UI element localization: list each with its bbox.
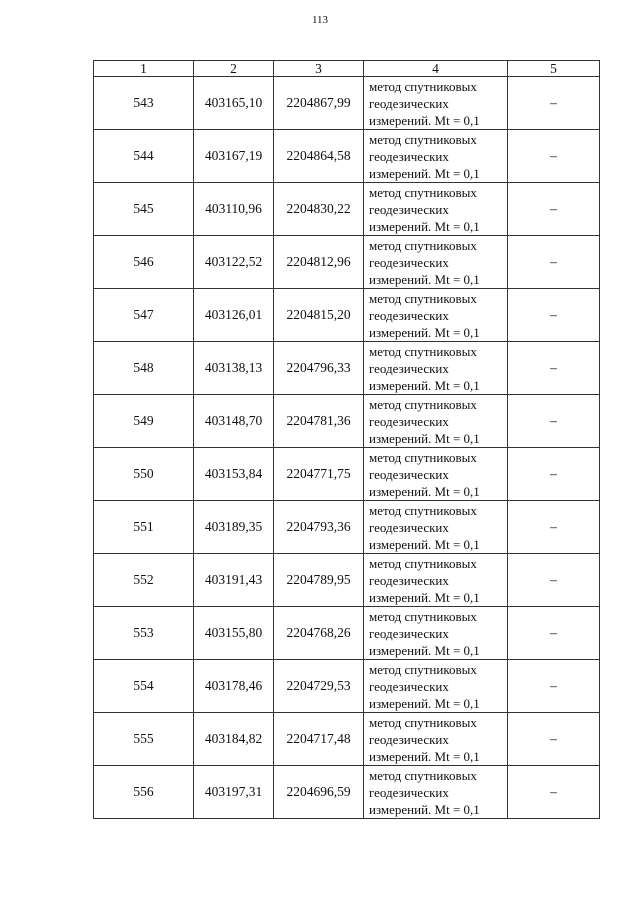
point-number-cell: 554 (94, 660, 194, 713)
point-number-cell: 556 (94, 766, 194, 819)
method-cell (364, 77, 508, 130)
method-line: геодезических (369, 201, 449, 217)
method-line: метод спутниковых (369, 608, 477, 624)
point-number-cell: 553 (94, 607, 194, 660)
method-cell (364, 554, 508, 607)
y-coordinate-cell: 2204815,20 (274, 289, 364, 342)
point-number-cell: 545 (94, 183, 194, 236)
table-row (94, 342, 600, 395)
x-coordinate-cell: 403126,01 (194, 289, 274, 342)
method-line: метод спутниковых (369, 343, 477, 359)
method-line: геодезических (369, 572, 449, 588)
y-coordinate-cell: 2204796,33 (274, 342, 364, 395)
table-row (94, 713, 600, 766)
note-cell: – (508, 183, 600, 236)
method-line: геодезических (369, 519, 449, 535)
y-coordinate-cell: 2204864,58 (274, 130, 364, 183)
method-cell (364, 660, 508, 713)
table-row (94, 501, 600, 554)
y-coordinate-cell: 2204830,22 (274, 183, 364, 236)
note-cell: – (508, 289, 600, 342)
method-cell (364, 713, 508, 766)
method-line: геодезических (369, 466, 449, 482)
y-coordinate-cell: 2204768,26 (274, 607, 364, 660)
y-coordinate-cell: 2204771,75 (274, 448, 364, 501)
table-row (94, 183, 600, 236)
method-line: геодезических (369, 784, 449, 800)
table-row (94, 448, 600, 501)
point-number-cell: 544 (94, 130, 194, 183)
method-cell (364, 130, 508, 183)
note-cell: – (508, 713, 600, 766)
point-number-cell: 555 (94, 713, 194, 766)
method-line: измерений. Mt = 0,1 (369, 483, 480, 499)
method-cell (364, 448, 508, 501)
method-line: измерений. Mt = 0,1 (369, 642, 480, 658)
method-cell (364, 342, 508, 395)
method-line: геодезических (369, 360, 449, 376)
point-number-cell: 552 (94, 554, 194, 607)
method-line: измерений. Mt = 0,1 (369, 589, 480, 605)
method-line: измерений. Mt = 0,1 (369, 695, 480, 711)
x-coordinate-cell: 403197,31 (194, 766, 274, 819)
column-header-3: 3 (274, 61, 364, 77)
note-cell: – (508, 766, 600, 819)
x-coordinate-cell: 403184,82 (194, 713, 274, 766)
method-line: геодезических (369, 95, 449, 111)
note-cell: – (508, 607, 600, 660)
x-coordinate-cell: 403110,96 (194, 183, 274, 236)
table-header-row (94, 61, 600, 77)
method-cell (364, 289, 508, 342)
table-row (94, 289, 600, 342)
note-cell: – (508, 554, 600, 607)
method-line: измерений. Mt = 0,1 (369, 218, 480, 234)
point-number-cell: 549 (94, 395, 194, 448)
table-row (94, 395, 600, 448)
y-coordinate-cell: 2204696,59 (274, 766, 364, 819)
method-line: метод спутниковых (369, 131, 477, 147)
point-number-cell: 550 (94, 448, 194, 501)
note-cell: – (508, 342, 600, 395)
method-line: метод спутниковых (369, 714, 477, 730)
point-number-cell: 548 (94, 342, 194, 395)
method-line: измерений. Mt = 0,1 (369, 748, 480, 764)
column-header-2: 2 (194, 61, 274, 77)
method-line: измерений. Mt = 0,1 (369, 377, 480, 393)
method-line: геодезических (369, 678, 449, 694)
method-line: измерений. Mt = 0,1 (369, 324, 480, 340)
method-line: измерений. Mt = 0,1 (369, 801, 480, 817)
table-row (94, 236, 600, 289)
method-line: измерений. Mt = 0,1 (369, 165, 480, 181)
method-line: геодезических (369, 254, 449, 270)
method-line: геодезических (369, 413, 449, 429)
column-header-5: 5 (508, 61, 600, 77)
point-number-cell: 547 (94, 289, 194, 342)
y-coordinate-cell: 2204781,36 (274, 395, 364, 448)
method-line: метод спутниковых (369, 661, 477, 677)
method-line: метод спутниковых (369, 396, 477, 412)
method-cell (364, 607, 508, 660)
method-line: измерений. Mt = 0,1 (369, 536, 480, 552)
table-row (94, 607, 600, 660)
x-coordinate-cell: 403189,35 (194, 501, 274, 554)
y-coordinate-cell: 2204812,96 (274, 236, 364, 289)
x-coordinate-cell: 403191,43 (194, 554, 274, 607)
y-coordinate-cell: 2204789,95 (274, 554, 364, 607)
method-line: геодезических (369, 307, 449, 323)
note-cell: – (508, 77, 600, 130)
column-header-1: 1 (94, 61, 194, 77)
method-line: измерений. Mt = 0,1 (369, 430, 480, 446)
method-line: измерений. Mt = 0,1 (369, 112, 480, 128)
page-number: 113 (311, 14, 329, 26)
method-cell (364, 766, 508, 819)
method-line: метод спутниковых (369, 184, 477, 200)
note-cell: – (508, 130, 600, 183)
y-coordinate-cell: 2204717,48 (274, 713, 364, 766)
method-line: метод спутниковых (369, 78, 477, 94)
point-number-cell: 543 (94, 77, 194, 130)
x-coordinate-cell: 403178,46 (194, 660, 274, 713)
method-line: метод спутниковых (369, 449, 477, 465)
column-header-4: 4 (364, 61, 508, 77)
method-line: геодезических (369, 625, 449, 641)
table-row (94, 130, 600, 183)
point-number-cell: 551 (94, 501, 194, 554)
note-cell: – (508, 236, 600, 289)
table-row (94, 766, 600, 819)
x-coordinate-cell: 403122,52 (194, 236, 274, 289)
note-cell: – (508, 395, 600, 448)
coordinates-table (93, 60, 600, 819)
y-coordinate-cell: 2204867,99 (274, 77, 364, 130)
method-cell (364, 395, 508, 448)
method-cell (364, 183, 508, 236)
y-coordinate-cell: 2204793,36 (274, 501, 364, 554)
method-line: метод спутниковых (369, 502, 477, 518)
method-line: метод спутниковых (369, 555, 477, 571)
y-coordinate-cell: 2204729,53 (274, 660, 364, 713)
note-cell: – (508, 501, 600, 554)
note-cell: – (508, 448, 600, 501)
method-cell (364, 501, 508, 554)
x-coordinate-cell: 403138,13 (194, 342, 274, 395)
x-coordinate-cell: 403167,19 (194, 130, 274, 183)
method-cell (364, 236, 508, 289)
method-line: геодезических (369, 148, 449, 164)
x-coordinate-cell: 403165,10 (194, 77, 274, 130)
method-line: метод спутниковых (369, 767, 477, 783)
table-body (94, 77, 600, 819)
table-row (94, 554, 600, 607)
method-line: метод спутниковых (369, 237, 477, 253)
point-number-cell: 546 (94, 236, 194, 289)
x-coordinate-cell: 403155,80 (194, 607, 274, 660)
note-cell: – (508, 660, 600, 713)
table-row (94, 77, 600, 130)
method-line: измерений. Mt = 0,1 (369, 271, 480, 287)
x-coordinate-cell: 403148,70 (194, 395, 274, 448)
method-line: метод спутниковых (369, 290, 477, 306)
table-row (94, 660, 600, 713)
x-coordinate-cell: 403153,84 (194, 448, 274, 501)
method-line: геодезических (369, 731, 449, 747)
